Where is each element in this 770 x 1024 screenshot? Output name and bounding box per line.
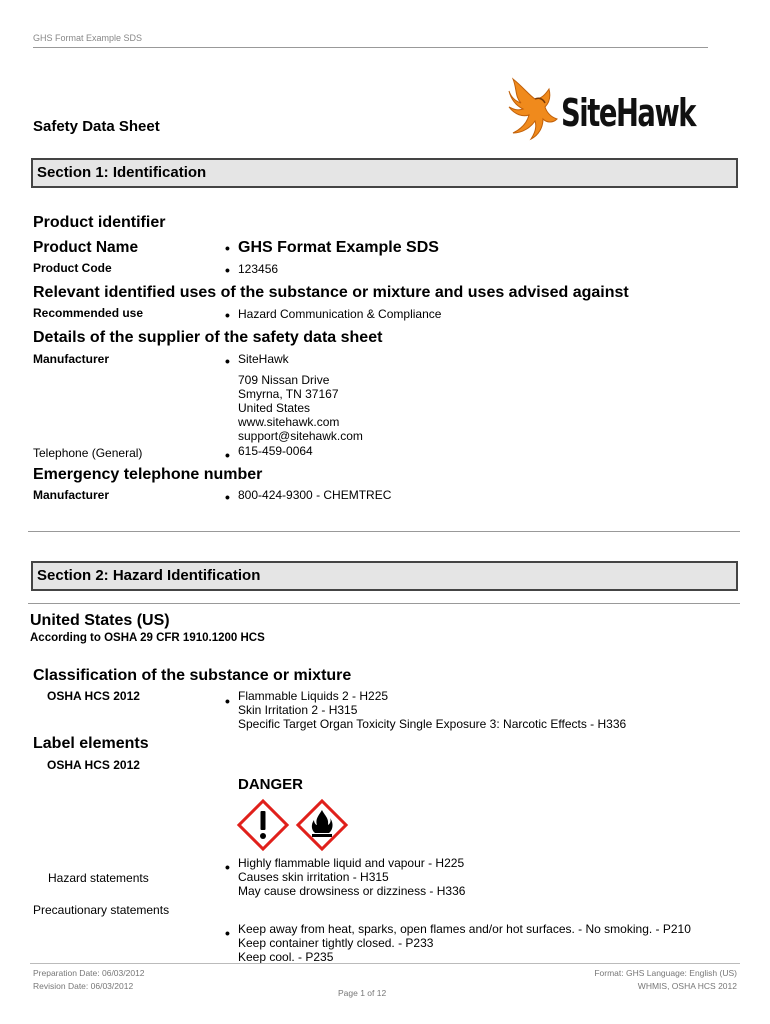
- bullet-icon: •: [225, 489, 230, 505]
- hazard-statement: May cause drowsiness or dizziness - H336: [238, 884, 466, 898]
- revision-date: Revision Date: 06/03/2012: [33, 981, 134, 991]
- precautionary-label: Precautionary statements: [33, 903, 170, 917]
- standards-text: WHMIS, OSHA HCS 2012: [637, 981, 737, 991]
- supplier-heading: Details of the supplier of the safety data sheet: [33, 329, 383, 346]
- manufacturer-address: [238, 373, 363, 443]
- product-code-value: 123456: [238, 262, 279, 276]
- bullet-icon: •: [225, 353, 230, 369]
- doc-title: Safety Data Sheet: [33, 118, 160, 135]
- classification-heading: Classification of the substance or mixture: [33, 667, 352, 684]
- flame-icon: [295, 798, 349, 852]
- pictogram-exclamation: [236, 798, 290, 857]
- address-line: 709 Nissan Drive: [238, 373, 330, 387]
- section1-header: [31, 158, 738, 188]
- product-code-label: Product Code: [33, 261, 112, 275]
- classification-list: [238, 689, 626, 731]
- header-rule: [33, 47, 708, 48]
- section-divider: [28, 603, 740, 604]
- preparation-date: Preparation Date: 06/03/2012: [33, 968, 145, 978]
- osha-hcs-label: OSHA HCS 2012: [47, 689, 140, 703]
- telephone-value: 615-459-0064: [238, 444, 313, 458]
- section2-title: Section 2: Hazard Identification: [37, 567, 261, 584]
- product-name-label: Product Name: [33, 239, 139, 256]
- pictogram-flame: [295, 798, 349, 857]
- sitehawk-logo: [505, 77, 696, 143]
- precautionary-statement: Keep away from heat, sparks, open flames and/or hot surfaces. - No smoking. - P210: [238, 922, 691, 936]
- emergency-value: 800-424-9300 - CHEMTREC: [238, 488, 392, 502]
- product-identifier-heading: Product identifier: [33, 214, 166, 231]
- address-email: support@sitehawk.com: [238, 429, 363, 443]
- page-number: Page 1 of 12: [338, 988, 387, 998]
- precautionary-list: [238, 922, 691, 964]
- hazard-statement: Highly flammable liquid and vapour - H225: [238, 856, 465, 870]
- hazard-statement: Causes skin irritation - H315: [238, 870, 389, 884]
- address-line: Smyrna, TN 37167: [238, 387, 339, 401]
- bullet-icon: •: [225, 925, 230, 941]
- classification-item: Skin Irritation 2 - H315: [238, 703, 358, 717]
- bullet-icon: •: [225, 447, 230, 463]
- hazard-statements-list: [238, 856, 465, 898]
- classification-item: Flammable Liquids 2 - H225: [238, 689, 389, 703]
- bullet-icon: •: [225, 693, 230, 709]
- address-website: www.sitehawk.com: [238, 415, 340, 429]
- bullet-icon: •: [225, 262, 230, 278]
- recommended-use-value: Hazard Communication & Compliance: [238, 307, 442, 321]
- signal-word: DANGER: [238, 776, 304, 793]
- precautionary-statement: Keep container tightly closed. - P233: [238, 936, 434, 950]
- brand-name: SiteHawk: [561, 91, 696, 135]
- precautionary-statement: Keep cool. - P235: [238, 950, 334, 964]
- section-divider: [28, 531, 740, 532]
- region-heading: United States (US): [30, 612, 170, 629]
- manufacturer-name: SiteHawk: [238, 352, 289, 366]
- section2-header: [31, 561, 738, 591]
- emergency-label: Manufacturer: [33, 488, 110, 502]
- telephone-label: Telephone (General): [33, 446, 143, 460]
- regulation-text: According to OSHA 29 CFR 1910.1200 HCS: [30, 632, 265, 644]
- header-doc-label: GHS Format Example SDS: [33, 33, 143, 43]
- label-osha-hcs-label: OSHA HCS 2012: [47, 758, 140, 772]
- section1-title: Section 1: Identification: [37, 164, 207, 181]
- uses-heading: Relevant identified uses of the substance or mixture and uses advised against: [33, 284, 629, 301]
- classification-item: Specific Target Organ Toxicity Single Exposure 3: Narcotic Effects - H336: [238, 717, 627, 731]
- format-language: Format: GHS Language: English (US): [594, 968, 737, 978]
- bullet-icon: •: [225, 307, 230, 323]
- exclamation-mark-icon: [236, 798, 290, 852]
- manufacturer-label: Manufacturer: [33, 352, 110, 366]
- product-name-value: GHS Format Example SDS: [238, 239, 439, 256]
- bullet-icon: •: [225, 859, 230, 875]
- address-line: United States: [238, 401, 311, 415]
- recommended-use-label: Recommended use: [33, 306, 144, 320]
- footer-rule: [30, 963, 740, 964]
- emergency-heading: Emergency telephone number: [33, 466, 263, 483]
- hazard-statements-label: Hazard statements: [48, 871, 149, 885]
- label-elements-heading: Label elements: [33, 735, 149, 752]
- bullet-icon: •: [225, 240, 230, 256]
